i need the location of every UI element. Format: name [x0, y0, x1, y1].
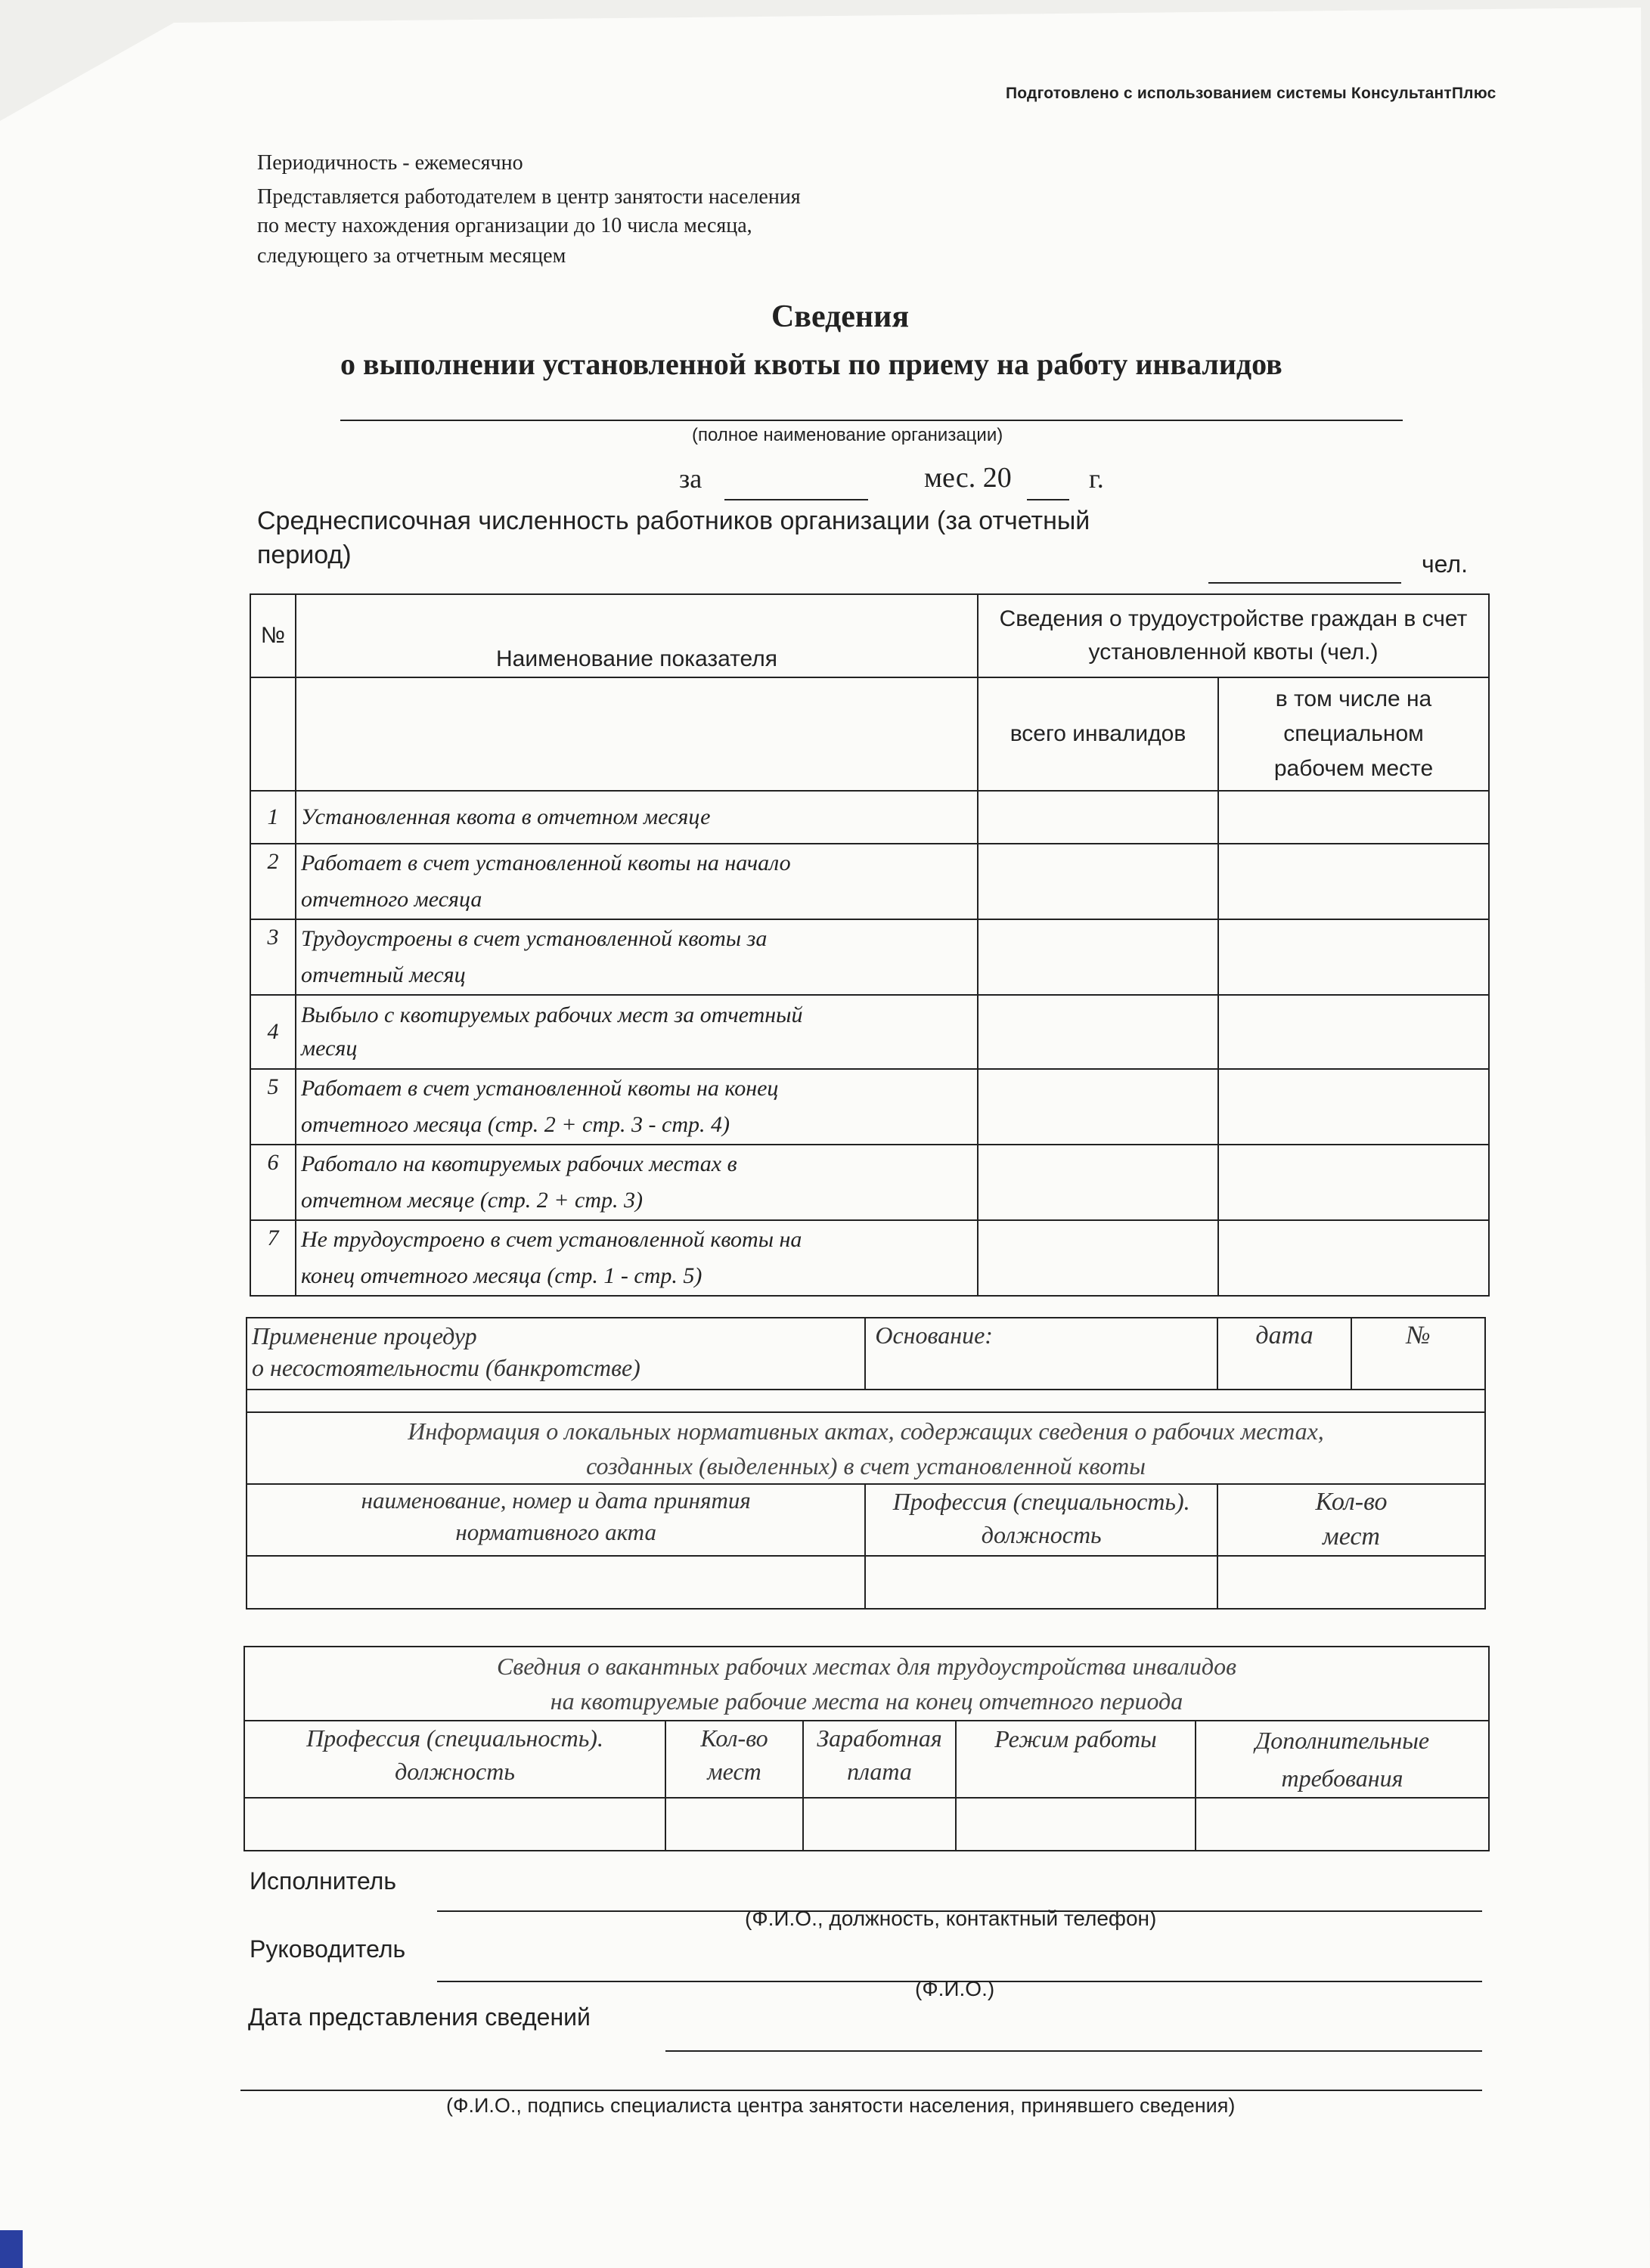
profession-cell[interactable]	[865, 1556, 1217, 1609]
row-special-cell[interactable]	[1218, 1220, 1489, 1296]
act-cell[interactable]	[247, 1556, 865, 1609]
col-total-header: всего инвалидов	[978, 677, 1218, 791]
row-special-cell[interactable]	[1218, 844, 1489, 919]
col-name-header: Наименование показателя	[296, 594, 978, 677]
row-total-cell[interactable]	[978, 1220, 1218, 1296]
row-special-cell[interactable]	[1218, 1069, 1489, 1145]
headcount-text-line2: период)	[257, 541, 352, 569]
period-mes-label: мес. 20	[924, 462, 1012, 494]
col-num-header: №	[250, 594, 296, 677]
row-label-line2: конец отчетного месяца (стр. 1 - стр. 5)	[301, 1263, 702, 1288]
vac-quantity-cell[interactable]	[665, 1798, 803, 1851]
vac-col-prof-line2: должность	[395, 1758, 515, 1785]
table-row	[250, 1069, 1489, 1145]
org-name-caption: (полное наименование организации)	[692, 425, 1003, 445]
row-label-line1: Не трудоустроено в счет установленной квоты на	[301, 1227, 802, 1252]
row-label: Установленная квота в отчетном месяце	[301, 804, 711, 829]
headcount-field-line[interactable]	[1208, 582, 1401, 584]
row-label-line2: отчетного месяца	[301, 887, 482, 912]
doc-title: Сведения	[771, 299, 910, 334]
row-num: 3	[250, 919, 296, 995]
vac-col-req-line2: требования	[1281, 1765, 1403, 1792]
number-label: №	[1406, 1321, 1431, 1349]
submit-text-line3: следующего за отчетным месяцем	[257, 244, 566, 268]
vacancy-title-line1: Сведния о вакантных рабочих местах для трудоустройства инвалидов	[496, 1653, 1236, 1680]
specialist-caption: (Ф.И.О., подпись специалиста центра занятости населения, принявшего сведения)	[446, 2094, 1236, 2117]
row-num: 5	[250, 1069, 296, 1145]
row-label-line1: Работало на квотируемых рабочих местах в	[301, 1151, 737, 1176]
headcount-text-line1: Среднесписочная численность работников организации (за отчетный	[257, 507, 1090, 535]
headcount-unit: чел.	[1422, 550, 1468, 578]
row-label-line2: отчетный месяц	[301, 962, 466, 987]
vacancy-title-line2: на квотируемые рабочие места на конец отчетного периода	[550, 1687, 1183, 1715]
row-special-cell[interactable]	[1218, 995, 1489, 1069]
row-total-cell[interactable]	[978, 791, 1218, 844]
consultant-note: Подготовлено с использованием системы КонсультантПлюс	[1006, 85, 1496, 102]
col-qty-header-line1: Кол-во	[1315, 1488, 1388, 1516]
info-title-line2: созданных (выделенных) в счет установленной квоты	[586, 1452, 1146, 1479]
basis-label: Основание:	[875, 1321, 993, 1349]
table-row	[250, 844, 1489, 919]
col-special-header: в том числе на специальном рабочем месте	[1218, 677, 1489, 791]
submit-text-line2: по месту нахождения организации до 10 числа месяца,	[257, 214, 752, 237]
row-num: 1	[250, 791, 296, 844]
table-row	[250, 1145, 1489, 1220]
head-caption: (Ф.И.О.)	[915, 1977, 995, 2000]
specialist-field-line[interactable]	[240, 2090, 1482, 2091]
bankruptcy-acts-table	[246, 1317, 1486, 1610]
date-label: дата	[1255, 1321, 1313, 1349]
vac-requirements-cell[interactable]	[1196, 1798, 1489, 1851]
row-total-cell[interactable]	[978, 995, 1218, 1069]
vac-pay-cell[interactable]	[803, 1798, 956, 1851]
scan-corner-mark	[0, 2230, 23, 2268]
vac-col-qty-line2: мест	[707, 1758, 761, 1785]
vac-col-req-line1: Дополнительные	[1255, 1727, 1430, 1754]
date-submitted-label: Дата представления сведений	[248, 2003, 591, 2031]
row-num: 4	[250, 995, 296, 1069]
vac-profession-cell[interactable]	[244, 1798, 665, 1851]
quantity-cell[interactable]	[1217, 1556, 1485, 1609]
row-label-line1: Выбыло с квотируемых рабочих мест за отчетный	[301, 1002, 803, 1027]
col-act-header-line2: нормативного акта	[455, 1519, 656, 1545]
quota-table	[250, 593, 1490, 1297]
row-total-cell[interactable]	[978, 919, 1218, 995]
date-field[interactable]	[1217, 1318, 1351, 1390]
row-special-cell[interactable]	[1218, 1145, 1489, 1220]
row-num: 7	[250, 1220, 296, 1296]
executor-label: Исполнитель	[250, 1867, 397, 1895]
row-num: 2	[250, 844, 296, 919]
period-za-label: за	[679, 463, 702, 494]
table-row	[250, 1220, 1489, 1296]
row-special-cell[interactable]	[1218, 791, 1489, 844]
vac-col-prof-line1: Профессия (специальность).	[306, 1724, 603, 1752]
vac-col-pay-line2: плата	[847, 1758, 912, 1785]
row-label-line2: отчетного месяца (стр. 2 + стр. 3 - стр. 4)	[301, 1112, 730, 1137]
vac-col-mode: Режим работы	[956, 1721, 1196, 1798]
periodicity-text: Периодичность - ежемесячно	[257, 151, 523, 175]
row-total-cell[interactable]	[978, 1069, 1218, 1145]
vac-mode-cell[interactable]	[956, 1798, 1196, 1851]
table-row	[247, 1556, 1485, 1609]
executor-caption: (Ф.И.О., должность, контактный телефон)	[745, 1907, 1157, 1930]
col-prof-header-line1: Профессия (специальность).	[892, 1488, 1190, 1515]
row-special-cell[interactable]	[1218, 919, 1489, 995]
col-qty-header-line2: мест	[1323, 1523, 1380, 1551]
year-field-line[interactable]	[1027, 499, 1069, 500]
table-row	[250, 791, 1489, 844]
doc-subtitle: о выполнении установленной квоты по приему на работу инвалидов	[340, 347, 1282, 381]
head-label: Руководитель	[250, 1935, 406, 1963]
procedure-label-line1: Применение процедур	[252, 1322, 477, 1349]
col-prof-header-line2: должность	[981, 1521, 1102, 1548]
org-name-line[interactable]	[340, 420, 1403, 421]
row-label-line2: отчетном месяце (стр. 2 + стр. 3)	[301, 1188, 644, 1213]
row-label-line1: Работает в счет установленной квоты на конец	[301, 1076, 779, 1101]
vac-col-pay-line1: Заработная	[817, 1724, 942, 1752]
row-label-line1: Работает в счет установленной квоты на начало	[301, 850, 791, 875]
row-label-line2: месяц	[301, 1036, 358, 1061]
month-field-line[interactable]	[724, 499, 868, 500]
period-g-label: г.	[1089, 463, 1104, 494]
date-submitted-field-line[interactable]	[665, 2050, 1482, 2052]
row-total-cell[interactable]	[978, 1145, 1218, 1220]
number-field[interactable]	[1351, 1318, 1485, 1390]
table-row	[250, 919, 1489, 995]
basis-field[interactable]	[865, 1318, 1217, 1390]
submit-text-line1: Представляется работодателем в центр занятости населения	[257, 185, 801, 209]
spacer-row	[247, 1390, 1485, 1412]
table-row	[250, 995, 1489, 1069]
vacancy-table	[243, 1646, 1490, 1851]
vac-col-qty-line1: Кол-во	[700, 1724, 768, 1752]
row-label-line1: Трудоустроены в счет установленной квоты за	[301, 926, 768, 951]
table-row	[244, 1798, 1489, 1851]
info-title-line1: Информация о локальных нормативных актах, содержащих сведения о рабочих местах,	[408, 1417, 1324, 1445]
row-num: 6	[250, 1145, 296, 1220]
procedure-label-line2: о несостоятельности (банкротстве)	[252, 1354, 640, 1381]
col-act-header-line1: наименование, номер и дата принятия	[361, 1487, 751, 1514]
row-total-cell[interactable]	[978, 844, 1218, 919]
col-group-header: Сведения о трудоустройстве граждан в счет установленной квоты (чел.)	[978, 594, 1489, 677]
